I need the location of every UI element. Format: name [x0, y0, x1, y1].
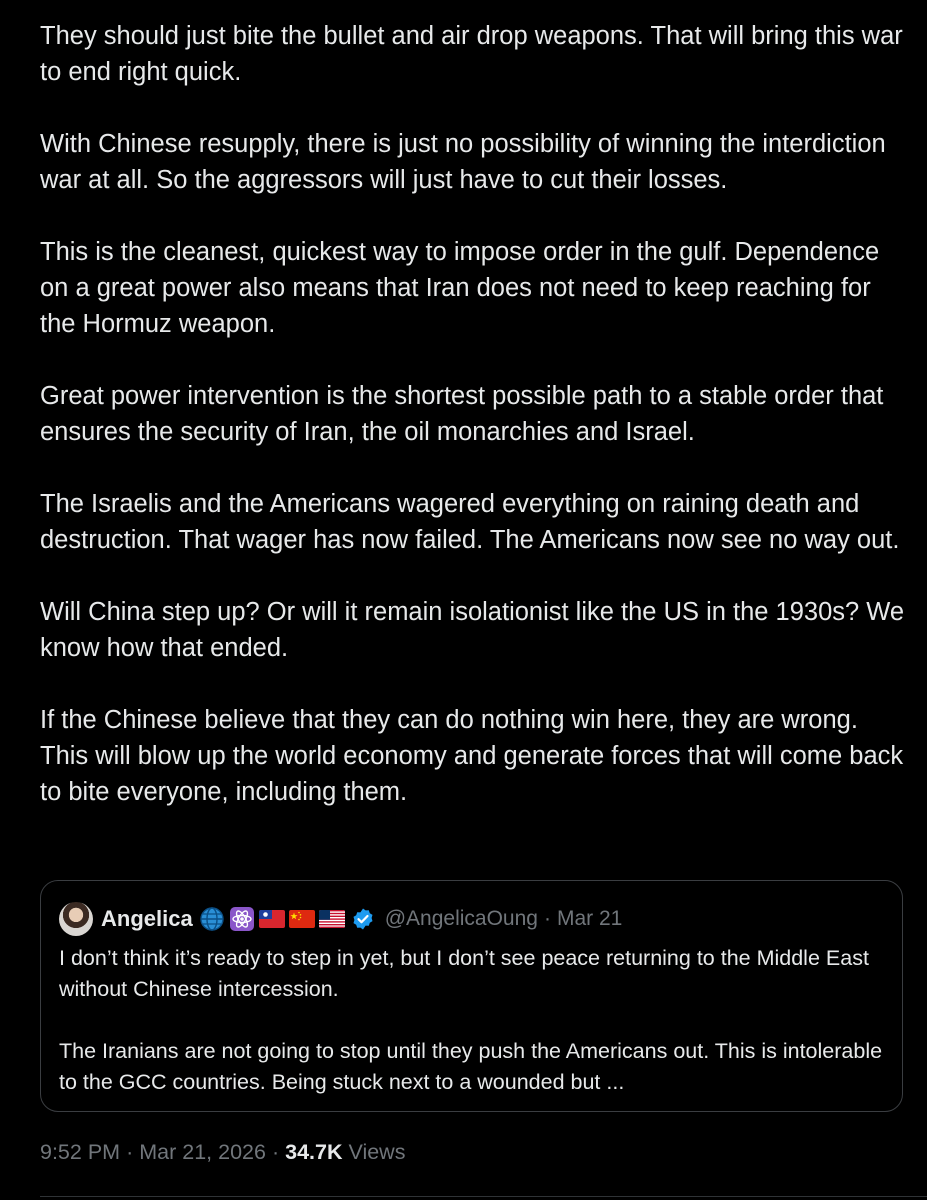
quoted-author-handle[interactable]: @AngelicaOung: [384, 907, 538, 930]
post-body: [40, 18, 912, 810]
taiwan-flag-icon: [259, 910, 285, 928]
quoted-post-header: [59, 901, 622, 937]
separator-dot: ·: [271, 1140, 280, 1164]
post-paragraph: Great power intervention is the shortest possible path to a stable order that ensures the security of Iran, the oil monarchies and Israel.: [40, 382, 884, 446]
quoted-post-card[interactable]: [40, 880, 903, 1112]
us-flag-icon: [319, 910, 345, 928]
post-time[interactable]: 9:52 PM: [40, 1140, 121, 1164]
quoted-author-name[interactable]: Angelica: [101, 906, 193, 931]
divider: [40, 1196, 927, 1197]
post-meta: [40, 1140, 405, 1165]
separator-dot: ·: [126, 1140, 134, 1164]
atom-icon: [229, 906, 255, 932]
post-text: [40, 18, 912, 810]
post-paragraph: Will China step up? Or will it remain isolationist like the US in the 1930s? We know how that ended.: [40, 598, 905, 662]
name-emoji-row: [199, 906, 345, 932]
post-date[interactable]: Mar 21, 2026: [139, 1140, 266, 1164]
china-flag-icon: [289, 910, 315, 928]
post-paragraph: They should just bite the bullet and air drop weapons. That will bring this war to end right quick.: [40, 22, 903, 86]
quoted-paragraph: The Iranians are not going to stop until they push the Americans out. This is intolerable to the GCC countries. Being stuck next to a wounded but ...: [59, 1039, 883, 1094]
separator-dot: ·: [543, 907, 551, 930]
quoted-paragraph: I don’t think it’s ready to step in yet, but I don’t see peace returning to the Middle East without Chinese intercession.: [59, 946, 869, 1001]
verified-badge-icon: [351, 907, 375, 931]
post-paragraph: The Israelis and the Americans wagered everything on raining death and destruction. That wager has now failed. The Americans now see no way out.: [40, 490, 900, 554]
views-label: Views: [348, 1140, 406, 1164]
post-paragraph: With Chinese resupply, there is just no possibility of winning the interdiction war at all. So the aggressors will just have to cut their losses.: [40, 130, 886, 194]
globe-icon: [199, 906, 225, 932]
post-paragraph: If the Chinese believe that they can do nothing win here, they are wrong. This will blow up the world economy and generate forces that will come back to bite everyone, including them.: [40, 706, 904, 806]
quoted-post-text: [59, 943, 889, 1098]
avatar[interactable]: [59, 902, 93, 936]
post-paragraph: This is the cleanest, quickest way to impose order in the gulf. Dependence on a great power also means that Iran does not need to keep reaching for the Hormuz weapon.: [40, 238, 880, 338]
views-count[interactable]: 34.7K: [285, 1140, 343, 1164]
quoted-post-date[interactable]: Mar 21: [556, 907, 623, 930]
